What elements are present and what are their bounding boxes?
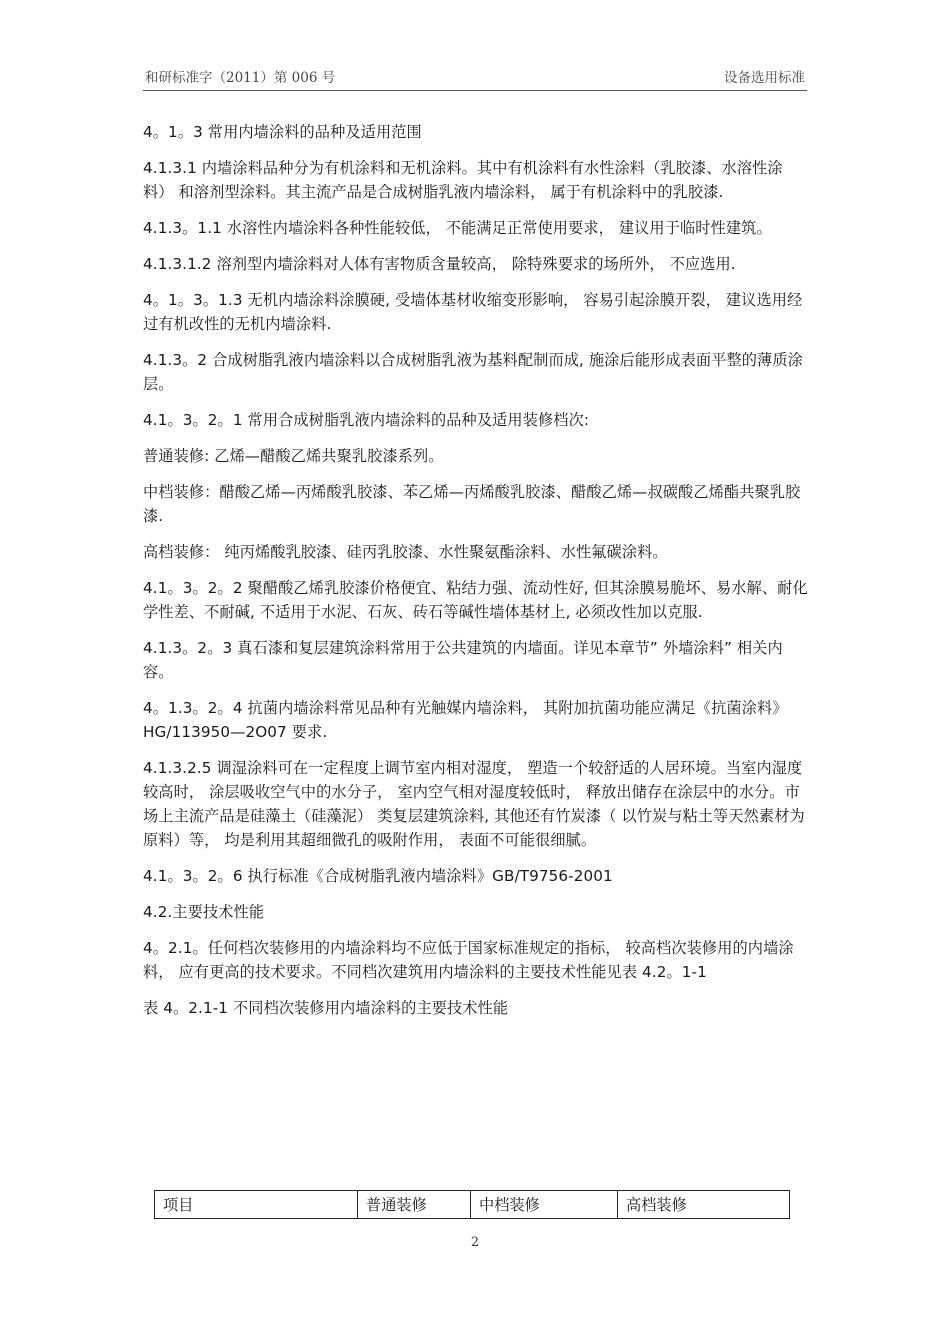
table-header-high: 高档装修 (618, 1191, 790, 1219)
paragraph-standard-grade: 普通装修: 乙烯—醋酸乙烯共聚乳胶漆系列。 (143, 447, 444, 465)
page-number: 2 (470, 1235, 480, 1250)
paragraph-4-1-3-2-1: 4.1。3。2。1 常用合成树脂乳液内墙涂料的品种及适用装修档次: (143, 411, 590, 429)
table-caption: 表 4。2.1-1 不同档次装修用内墙涂料的主要技术性能 (143, 999, 509, 1017)
paragraph-4-1-3-1-3: 4。1。3。1.3 无机内墙涂料涂膜硬, 受墙体基材收缩变形影响， 容易引起涂膜开裂， 建议选用经过有机改性的无机内墙涂料. (143, 291, 803, 333)
page-header (143, 64, 807, 91)
paragraph-4-1-3-1-1: 4.1.3。1.1 水溶性内墙涂料各种性能较低， 不能满足正常使用要求， 建议用于临时性建筑。 (143, 219, 772, 237)
paragraph-4-2-1: 4。2.1。任何档次装修用的内墙涂料均不应低于国家标准规定的指标， 较高档次装修用的内墙涂料， 应有更高的技术要求。不同档次建筑用内墙涂料的主要技术性能见表 4.2。1-1 (143, 939, 794, 981)
paragraph-4-1-3-1: 4.1.3.1 内墙涂料品种分为有机涂料和无机涂料。其中有机涂料有水性涂料（乳胶漆、水溶性涂料） 和溶剂型涂料。其主流产品是合成树脂乳液内墙涂料， 属于有机涂料中的乳胶漆. (143, 159, 783, 201)
paragraph-4-1-3-2-2: 4.1。3。2。2 聚醋酸乙烯乳胶漆价格便宜、粘结力强、流动性好, 但其涂膜易脆坏、易水解、耐化学性差、不耐碱, 不适用于水泥、石灰、砖石等碱性墙体基材上, 必须改性加以克服. (143, 579, 808, 621)
table-header-row (155, 1191, 790, 1219)
paragraph-high-grade: 高档装修： 纯丙烯酸乳胶漆、硅丙乳胶漆、水性聚氨酯涂料、水性氟碳涂料。 (143, 543, 668, 561)
table-header-mid: 中档装修 (471, 1191, 618, 1219)
paragraph-4-1-3-2-4: 4。1.3。2。4 抗菌内墙涂料常见品种有光触媒内墙涂料， 其附加抗菌功能应满足《抗菌涂料》HG/113950—2O07 要求. (143, 699, 788, 741)
document-number: 和研标准字（2011）第 006 号 (145, 70, 336, 86)
paragraph-mid-grade: 中档装修：醋酸乙烯—丙烯酸乳胶漆、苯乙烯—丙烯酸乳胶漆、醋酸乙烯—叔碳酸乙烯酯共聚乳胶漆. (143, 483, 801, 525)
paragraph-4-1-3-1-2: 4.1.3.1.2 溶剂型内墙涂料对人体有害物质含量较高， 除特殊要求的场所外， 不应选用. (143, 255, 736, 273)
table-header-item: 项目 (155, 1191, 358, 1219)
paragraph-4-1-3-2: 4.1.3。2 合成树脂乳液内墙涂料以合成树脂乳液为基料配制而成, 施涂后能形成表面平整的薄质涂层。 (143, 351, 803, 393)
document-category: 设备选用标准 (724, 70, 805, 86)
paragraph-4-1-3-2-6: 4.1。3。2。6 执行标准《合成树脂乳液内墙涂料》GB/T9756-2001 (143, 867, 613, 885)
section-heading-4-1-3: 4。1。3 常用内墙涂料的品种及适用范围 (143, 123, 422, 141)
table-header-standard: 普通装修 (358, 1191, 471, 1219)
document-body (143, 120, 811, 1020)
paragraph-4-1-3-2-3: 4.1.3。2。3 真石漆和复层建筑涂料常用于公共建筑的内墙面。详见本章节” 外墙涂料” 相关内容。 (143, 639, 783, 681)
performance-table (154, 1190, 790, 1219)
paragraph-4-1-3-2-5: 4.1.3.2.5 调湿涂料可在一定程度上调节室内相对湿度， 塑造一个较舒适的人居环境。当室内湿度较高时， 涂层吸收空气中的水分子， 室内空气相对湿度较低时， 释放出储存在涂层中的水分。市场上主流产品是硅藻土（硅藻泥） 类复层建筑涂料, 其他还有竹炭漆（ 以竹炭与粘土等天然素材为原料）等， 均是利用其超细微孔的吸附作用， 表面不可能很细腻。 (143, 759, 805, 849)
section-heading-4-2: 4.2.主要技术性能 (143, 903, 265, 921)
